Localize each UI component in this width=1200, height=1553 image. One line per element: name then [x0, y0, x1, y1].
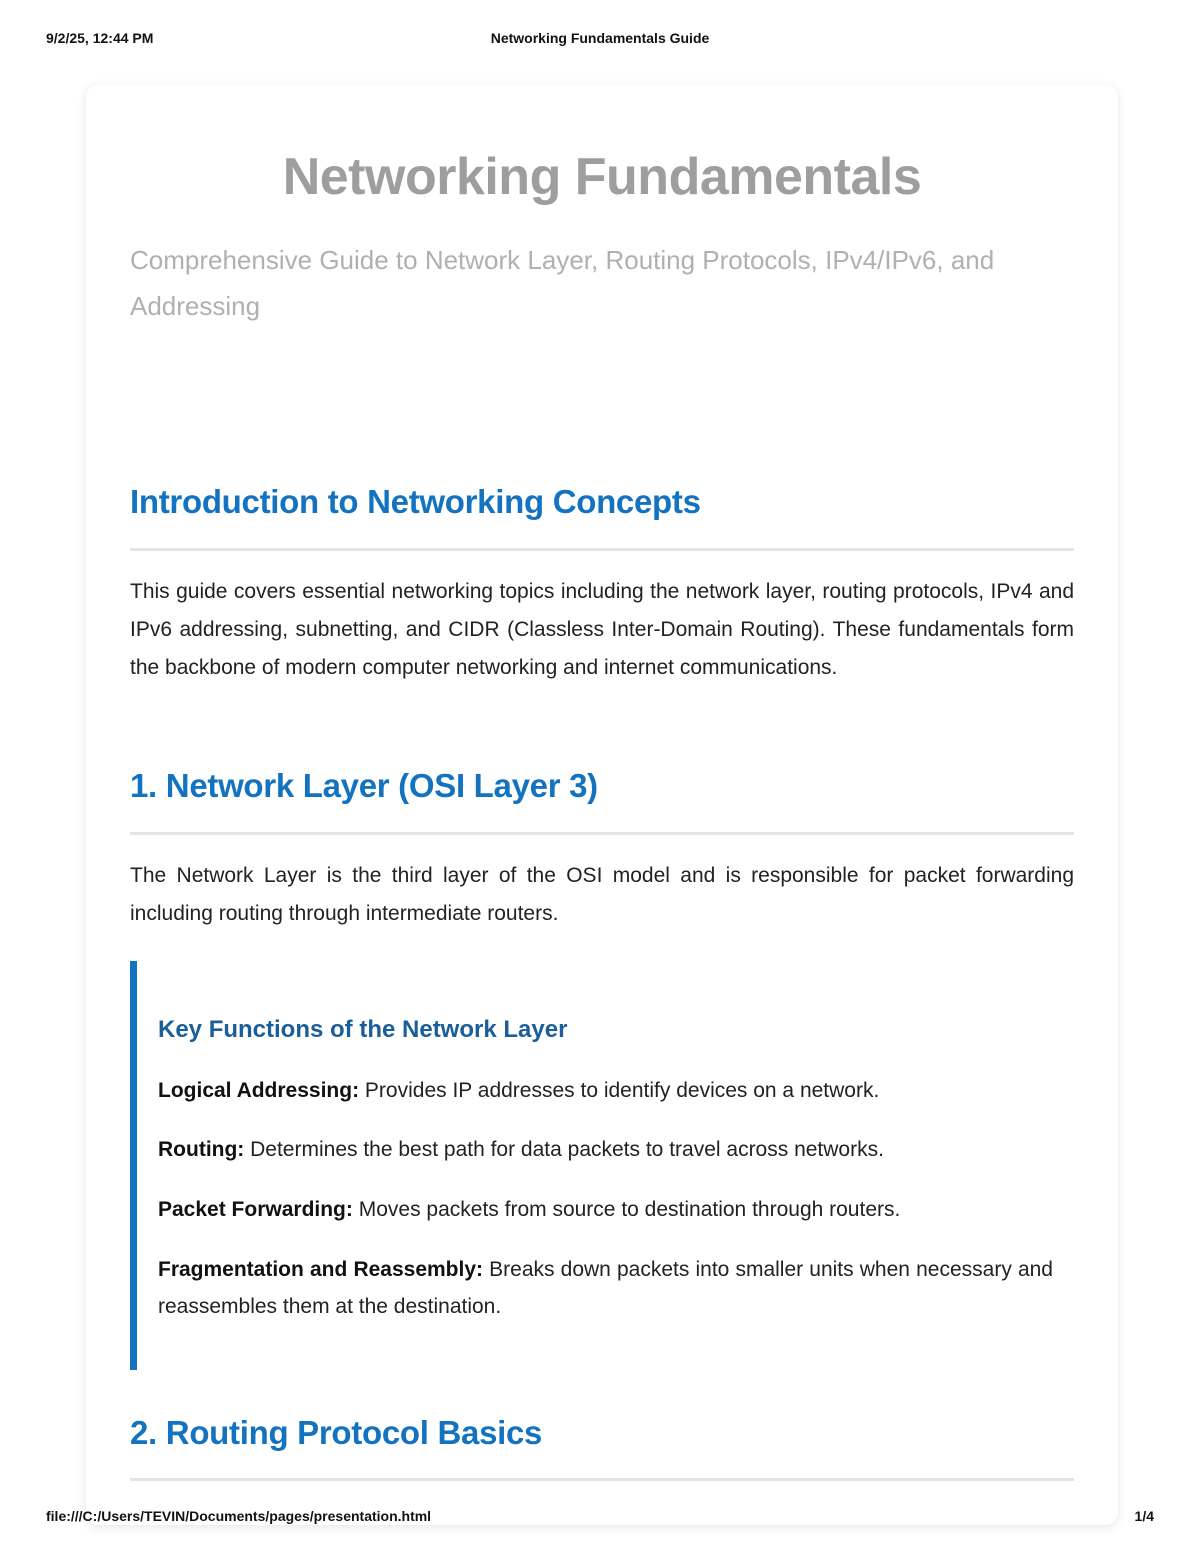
print-date: 9/2/25, 12:44 PM [46, 30, 154, 46]
callout-item-term: Fragmentation and Reassembly: [158, 1258, 484, 1281]
callout-item-term: Logical Addressing: [158, 1079, 360, 1102]
page-title: Networking Fundamentals [282, 148, 922, 206]
callout-item-text: Provides IP addresses to identify devices on a network. [359, 1079, 880, 1102]
key-functions-callout [130, 961, 1081, 1370]
content-card [86, 85, 1118, 1525]
section-1-heading: 1. Network Layer (OSI Layer 3) [130, 767, 598, 804]
section-2-heading: 2. Routing Protocol Basics [130, 1414, 543, 1451]
callout-item-fragmentation [158, 1251, 1053, 1325]
intro-paragraph: This guide covers essential networking topics including the network layer, routing protocols, IPv4 and IPv6 addressing, subnetting, and CIDR (Classless Inter-Domain Routing). These fundamentals form the backbone of modern computer networking and internet communications. [130, 580, 1074, 679]
callout-item-text: Moves packets from source to destination through routers. [352, 1198, 901, 1221]
callout-item-text: Breaks down packets into smaller units when necessary and reassembles them at the destination. [158, 1258, 1053, 1318]
callout-title: Key Functions of the Network Layer [158, 1016, 568, 1043]
intro-divider [130, 548, 1074, 551]
callout-item-term: Packet Forwarding: [158, 1198, 353, 1221]
callout-item-packet-forwarding [158, 1191, 1053, 1228]
section-1-divider [130, 832, 1074, 835]
intro-heading: Introduction to Networking Concepts [130, 483, 701, 520]
callout-item-term: Routing: [158, 1138, 245, 1161]
page-subtitle: Comprehensive Guide to Network Layer, Routing Protocols, IPv4/IPv6, and Addressing [130, 245, 995, 321]
print-header [0, 30, 1200, 50]
callout-item-text: Determines the best path for data packets to travel across networks. [244, 1138, 884, 1161]
section-2-divider [130, 1478, 1074, 1481]
print-footer [0, 1508, 1200, 1528]
callout-item-logical-addressing [158, 1072, 1053, 1109]
callout-item-routing [158, 1131, 1053, 1168]
section-1-paragraph: The Network Layer is the third layer of the OSI model and is responsible for packet forwarding including routing through intermediate routers. [130, 864, 1074, 925]
print-page-number: 1/4 [1134, 1508, 1154, 1524]
print-document-title: Networking Fundamentals Guide [490, 30, 710, 46]
print-file-url: file:///C:/Users/TEVIN/Documents/pages/presentation.html [46, 1508, 432, 1524]
